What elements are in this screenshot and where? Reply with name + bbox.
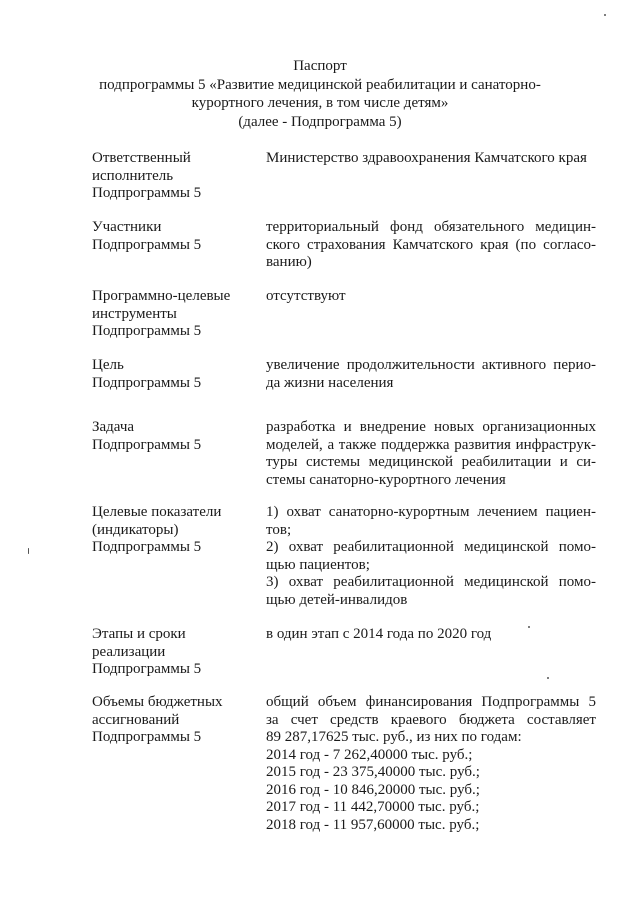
row-value-line: да жизни населения <box>266 374 394 391</box>
row-value <box>266 288 596 306</box>
row-value-line: территориальный фонд обязательного медицин- <box>266 219 596 235</box>
row-label: Ответственный исполнитель Подпрограммы 5 <box>92 150 202 201</box>
row-value-line: 3) охват реабилитационной медицинской помо- <box>266 574 596 590</box>
row-value-line: Министерство здравоохранения Камчатского края <box>266 150 587 166</box>
row-label: Этапы и сроки реализации Подпрограммы 5 <box>92 626 202 677</box>
scan-speck <box>528 626 530 628</box>
scan-speck <box>604 14 606 16</box>
row-value <box>266 357 596 392</box>
row-value-line: за счет средств краевого бюджета составляет <box>266 711 596 728</box>
passport-title: Паспорт <box>293 58 347 74</box>
row-label: Цель Подпрограммы 5 <box>92 357 202 391</box>
row-value-line: общий объем финансирования Подпрограммы 5 <box>266 694 596 710</box>
row-label: Программно-целевые инструменты Подпрограммы 5 <box>92 288 231 339</box>
row-value-line: 2014 год - 7 262,40000 тыс. руб.; <box>266 746 473 763</box>
subprogram-title-line-2: курортного лечения, в том числе детям» <box>191 95 449 111</box>
row-value <box>266 150 596 168</box>
row-value-line: щью детей-инвалидов <box>266 591 408 608</box>
row-label: Участники Подпрограммы 5 <box>92 219 202 253</box>
subprogram-title-line-1: подпрограммы 5 «Развитие медицинской реабилитации и санаторно- <box>99 76 541 93</box>
row-value-line: 1) охват санаторно-курортным лечением пациен- <box>266 504 596 520</box>
row-value-line: ванию) <box>266 254 312 270</box>
row-value <box>266 419 596 489</box>
row-value-line: увеличение продолжительности активного перио- <box>266 357 596 373</box>
row-value-line: 2018 год - 11 957,60000 тыс. руб.; <box>266 816 480 833</box>
row-value-line: 2) охват реабилитационной медицинской помо- <box>266 539 596 555</box>
scan-speck <box>28 548 29 554</box>
row-value-line: 2015 год - 23 375,40000 тыс. руб.; <box>266 764 480 780</box>
row-value-line: щью пациентов; <box>266 556 370 573</box>
row-value-line: 2016 год - 10 846,20000 тыс. руб.; <box>266 781 480 798</box>
row-value <box>266 219 596 272</box>
row-value-line: тов; <box>266 521 292 538</box>
scan-speck <box>547 677 549 679</box>
row-value-line: моделей, а также поддержка развития инфраструк- <box>266 436 596 453</box>
row-value-line: ского страхования Камчатского края (по согласо- <box>266 236 596 253</box>
row-value <box>266 694 596 834</box>
passport-header <box>0 57 640 131</box>
row-value-line: в один этап с 2014 года по 2020 год <box>266 626 492 642</box>
row-value-line: стемы санаторно-курортного лечения <box>266 471 506 488</box>
row-label: Задача Подпрограммы 5 <box>92 419 202 453</box>
row-value-line: 89 287,17625 тыс. руб., из них по годам: <box>266 729 522 745</box>
row-value-line: 2017 год - 11 442,70000 тыс. руб.; <box>266 799 480 815</box>
row-label: Целевые показатели (индикаторы) Подпрограммы 5 <box>92 504 222 555</box>
row-value-line: разработка и внедрение новых организационных <box>266 419 596 435</box>
row-label: Объемы бюджетных ассигнований Подпрограммы 5 <box>92 694 223 745</box>
row-value <box>266 626 596 644</box>
row-value-line: туры системы медицинской реабилитации и си- <box>266 454 596 470</box>
row-value-line: отсутствуют <box>266 288 346 304</box>
subprogram-title-note: (далее - Подпрограмма 5) <box>238 113 402 130</box>
row-value <box>266 504 596 609</box>
